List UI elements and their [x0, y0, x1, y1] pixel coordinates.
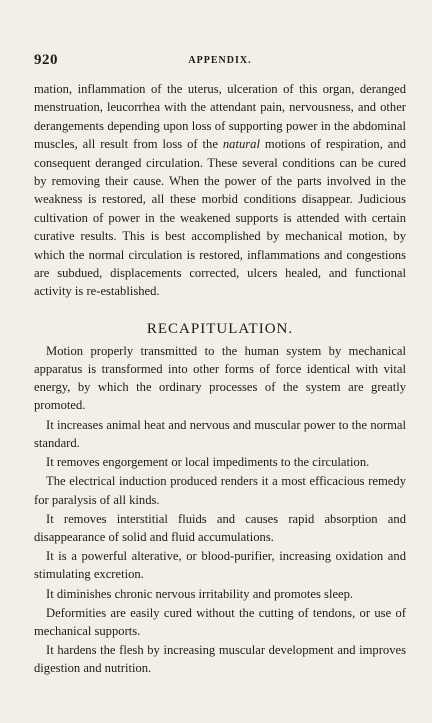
intro-paragraph	[34, 80, 406, 301]
intro-text	[34, 80, 406, 301]
recap-paragraph: It removes engorgement or local impediments to the circulation.	[46, 455, 370, 470]
recap-paragraph: It removes interstitial fluids and causes rapid absorption and disappearance of solid and fluid accumulations.	[34, 511, 406, 544]
intro-italic-word: natural	[222, 137, 260, 152]
recap-paragraph: Deformities are easily cured without the cutting of tendons, or use of mechanical supports.	[34, 605, 406, 638]
intro-text-after-italic: motions of respiration, and consequent deranged circulation. These several conditions can be cured by removing their cause. When the power of the parts involved in the weakness is restored, all these morbid conditions disappear. Judicious cultivation of power in the weakened supports is attended with certain curative results. This is best accomplished by mechanical motion, by which the normal circulation is restored, inflammations and congestions are subdued, displacements corrected, ulcers healed, and functional activity is re-established.	[34, 137, 406, 299]
page-number: 920	[34, 52, 58, 68]
intro-text-before-italic: mation, inflammation of the uterus, ulceration of this organ, deranged menstruation, leucorrhea with the attendant pain, nervousness, and other derangements depending upon loss of supporting power in the abdominal muscles, all result from loss of the	[34, 82, 406, 152]
recap-paragraph: It diminishes chronic nervous irritability and promotes sleep.	[46, 586, 354, 601]
recap-paragraph: It is a powerful alterative, or blood-purifier, increasing oxidation and stimulating excretion.	[34, 549, 406, 582]
recap-paragraph: It hardens the flesh by increasing muscular development and improves digestion and nutrition.	[34, 643, 406, 676]
recapitulation-section	[34, 342, 406, 678]
section-title: RECAPITULATION.	[146, 320, 294, 337]
page-header	[34, 52, 406, 74]
running-head: APPENDIX.	[188, 55, 252, 66]
recap-paragraph: It increases animal heat and nervous and muscular power to the normal standard.	[34, 417, 406, 450]
recap-paragraph: The electrical induction produced renders it a most efficacious remedy for paralysis of all kinds.	[34, 474, 406, 507]
recap-paragraph: Motion properly transmitted to the human system by mechanical apparatus is transformed into other forms of force identical with vital energy, by which the ordinary processes of the system are greatly promoted.	[34, 343, 406, 413]
